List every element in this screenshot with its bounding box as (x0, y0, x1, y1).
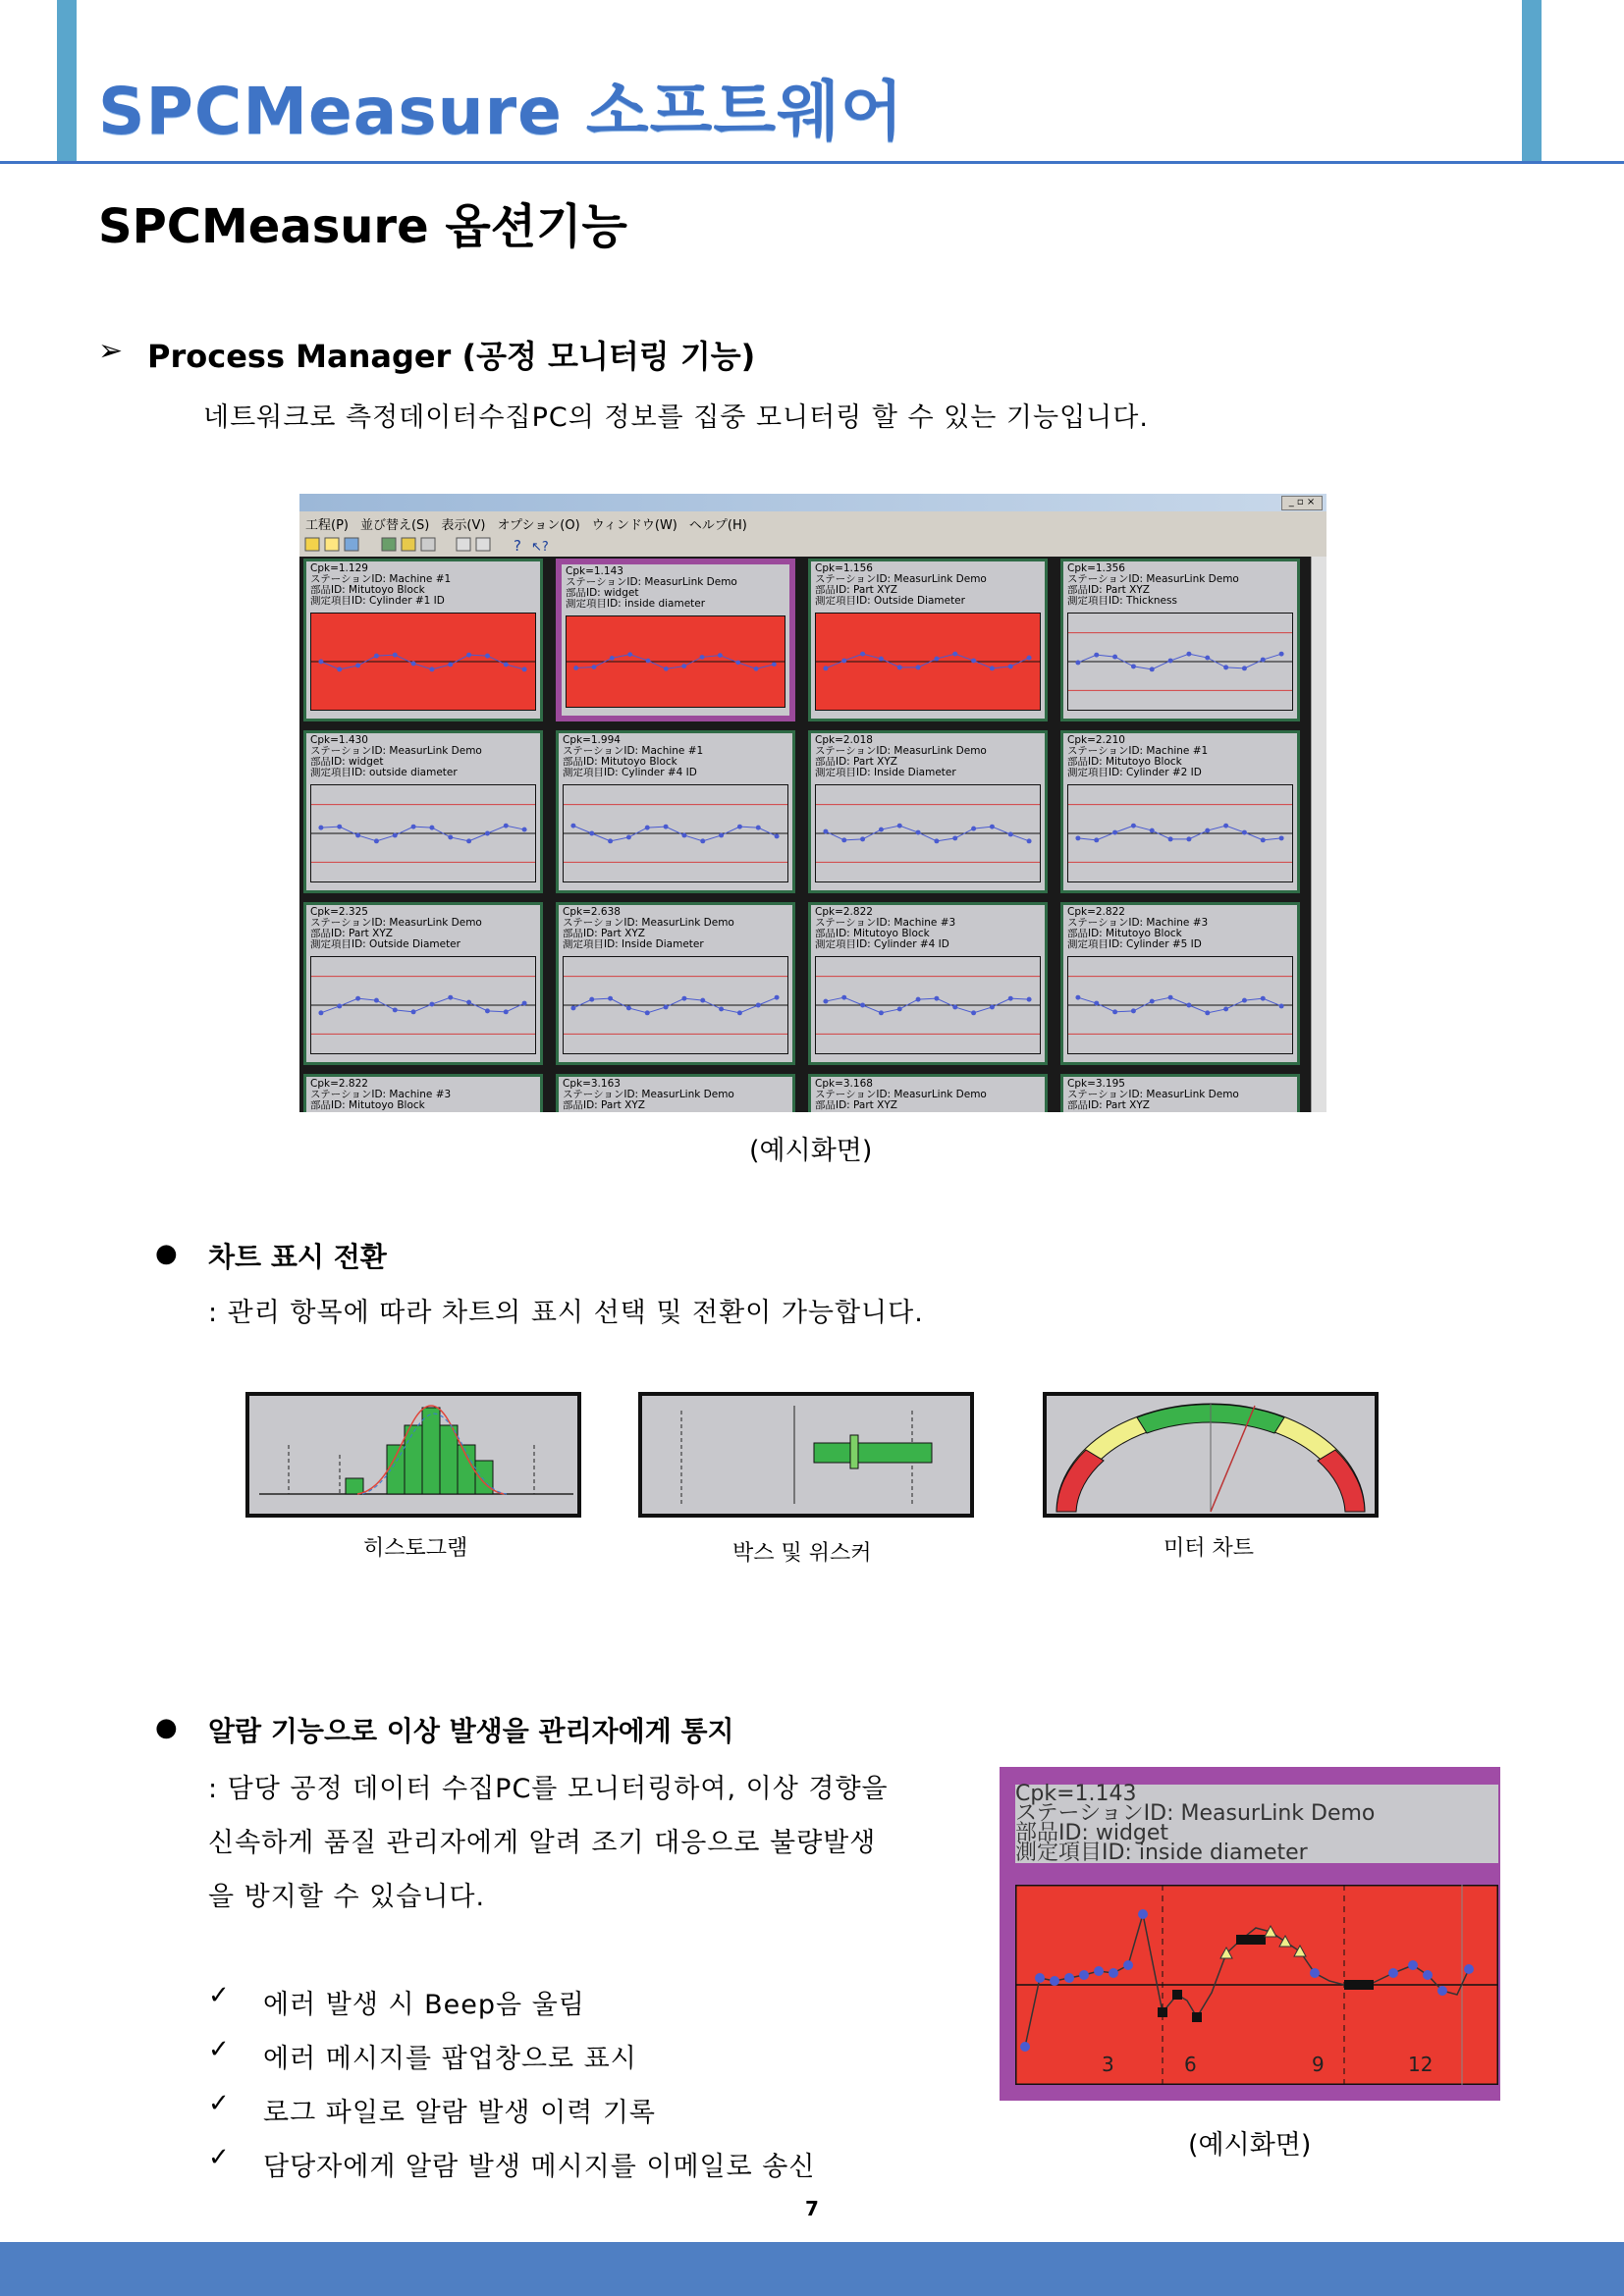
monitor-panel[interactable] (556, 1074, 795, 1112)
panel-plot (1067, 613, 1293, 711)
panel-item: 測定項目ID: inside diameter (566, 599, 706, 610)
panel-plot (815, 613, 1041, 711)
panel-plot (563, 784, 788, 882)
panel-part: 部品ID: Part XYZ (1067, 1100, 1150, 1111)
check-icon: ✓ (208, 2143, 230, 2172)
chart-switch-description: : 관리 항목에 따라 차트의 표시 선택 및 전환이 가능합니다. (208, 1298, 924, 1328)
panel-trend-line (564, 785, 787, 881)
menu-item[interactable]: 並び替え(S) (359, 518, 430, 533)
panel-cpk: Cpk=2.210 (1067, 735, 1125, 746)
monitor-panel[interactable] (556, 559, 795, 721)
panel-part: 部品ID: Mitutoyo Block (563, 757, 677, 768)
menu-item[interactable]: オプション(O) (497, 518, 580, 533)
panel-plot (310, 784, 536, 882)
check-icon: ✓ (208, 1981, 230, 2010)
panel-station: ステーションID: Machine #1 (563, 746, 704, 757)
panel-item: 測定項目ID: Cylinder #2 ID (1067, 768, 1202, 778)
monitor-panel[interactable] (556, 902, 795, 1065)
panel-part: 部品ID: Part XYZ (563, 929, 645, 939)
alarm-description-line: : 담당 공정 데이터 수집PC를 모니터링하여, 이상 경향을 (208, 1774, 889, 1804)
monitor-panel[interactable] (1060, 1074, 1300, 1112)
alarm-panel-cpk: Cpk=1.143 (1015, 1782, 1137, 1806)
monitor-panel[interactable] (808, 730, 1048, 893)
panel-cpk: Cpk=1.994 (563, 735, 621, 746)
panel-part: 部品ID: Part XYZ (815, 757, 897, 768)
monitor-panel[interactable] (303, 1074, 543, 1112)
histogram-caption: 히스토그램 (363, 1536, 468, 1561)
monitor-panel[interactable] (303, 559, 543, 721)
menu-item[interactable]: 表示(V) (441, 518, 486, 533)
header-accent-right (1522, 0, 1542, 162)
panel-cpk: Cpk=2.822 (1067, 907, 1125, 918)
vertical-scrollbar[interactable] (1311, 557, 1326, 1112)
panel-part: 部品ID: Part XYZ (563, 1100, 645, 1111)
footer-bar (0, 2242, 1624, 2296)
check-icon: ✓ (208, 2089, 230, 2118)
arrow-bullet-icon: ➢ (98, 334, 124, 368)
meter-chart-thumbnail (1043, 1392, 1379, 1518)
panel-item: 測定項目ID: Cylinder #1 ID (310, 596, 445, 607)
panel-part: 部品ID: widget (566, 588, 639, 599)
meter-chart-caption: 미터 차트 (1164, 1536, 1255, 1561)
panel-trend-line (1068, 957, 1292, 1053)
panel-item: 測定項目ID: Thickness (1067, 596, 1177, 607)
panel-trend-line (311, 785, 535, 881)
header-accent-left (57, 0, 77, 162)
monitor-panel[interactable] (808, 1074, 1048, 1112)
panel-cpk: Cpk=1.129 (310, 563, 368, 574)
panel-cpk: Cpk=1.143 (566, 566, 623, 577)
panel-cpk: Cpk=1.356 (1067, 563, 1125, 574)
toolbar-icons (299, 533, 555, 557)
panel-station: ステーションID: MeasurLink Demo (815, 574, 987, 585)
panel-cpk: Cpk=2.325 (310, 907, 368, 918)
menu-item[interactable]: ヘルプ(H) (688, 518, 747, 533)
panel-part: 部品ID: Part XYZ (310, 929, 393, 939)
histogram-graphic (249, 1396, 577, 1514)
menu-item[interactable]: ウィンドウ(W) (591, 518, 677, 533)
monitor-panel[interactable] (303, 902, 543, 1065)
box-whisker-graphic (642, 1396, 970, 1514)
panel-station: ステーションID: MeasurLink Demo (310, 746, 482, 757)
window-menubar (299, 511, 1326, 533)
document-title: SPCMeasure 소프트웨어 (98, 74, 904, 149)
panel-item: 測定項目ID: Cylinder #5 ID (1067, 939, 1202, 950)
panel-item: 測定項目ID: Outside Diameter (310, 939, 460, 950)
alarm-panel-tick: 9 (1312, 2053, 1325, 2076)
panel-station: ステーションID: MeasurLink Demo (815, 746, 987, 757)
panel-trend-line (311, 614, 535, 710)
panel-trend-line (816, 614, 1040, 710)
panel-cpk: Cpk=2.822 (310, 1079, 368, 1090)
histogram-thumbnail (245, 1392, 581, 1518)
panel-part: 部品ID: widget (310, 757, 384, 768)
alarm-title: 알람 기능으로 이상 발생을 관리자에게 통지 (208, 1715, 734, 1747)
monitor-panel[interactable] (303, 730, 543, 893)
window-titlebar (299, 494, 1326, 511)
alarm-panel-chart (1015, 1885, 1498, 2085)
panel-trend-line (816, 785, 1040, 881)
panel-plot (310, 956, 536, 1054)
panel-item: 測定項目ID: outside diameter (310, 768, 458, 778)
window-toolbar (299, 533, 1326, 558)
monitor-panel[interactable] (808, 902, 1048, 1065)
panel-part: 部品ID: Part XYZ (815, 1100, 897, 1111)
header-divider (0, 161, 1624, 164)
panel-cpk: Cpk=2.822 (815, 907, 873, 918)
panel-plot (1067, 784, 1293, 882)
screenshot-caption: (예시화면) (749, 1136, 873, 1166)
panel-cpk: Cpk=2.018 (815, 735, 873, 746)
page-number: 7 (805, 2197, 819, 2220)
panel-item: 測定項目ID: Inside Diameter (815, 768, 956, 778)
panel-plot (563, 956, 788, 1054)
menu-item[interactable]: 工程(P) (305, 518, 349, 533)
process-manager-description: 네트워크로 측정데이터수집PC의 정보를 집중 모니터링 할 수 있는 기능입니다. (203, 402, 1149, 433)
panel-cpk: Cpk=3.168 (815, 1079, 873, 1090)
section-title: SPCMeasure 옵션기능 (98, 199, 627, 254)
panel-item: 測定項目ID: Cylinder #4 ID (563, 768, 697, 778)
panel-trend-line (567, 616, 785, 707)
meter-chart-graphic (1047, 1396, 1375, 1514)
panel-part: 部品ID: Mitutoyo Block (815, 929, 930, 939)
panel-cpk: Cpk=3.163 (563, 1079, 621, 1090)
alarm-feature-item: 에러 메시지를 팝업창으로 표시 (263, 2044, 637, 2074)
process-manager-screenshot (299, 494, 1326, 1112)
alarm-feature-item: 에러 발생 시 Beep음 울림 (263, 1990, 585, 2020)
alarm-panel-tick: 6 (1184, 2053, 1197, 2076)
panel-station: ステーションID: MeasurLink Demo (563, 918, 734, 929)
check-icon: ✓ (208, 2035, 230, 2064)
panel-plot (1067, 956, 1293, 1054)
process-manager-title: Process Manager (공정 모니터링 기능) (147, 338, 756, 375)
monitor-panel[interactable] (808, 559, 1048, 721)
panel-trend-line (816, 957, 1040, 1053)
window-controls-icon: _ ▫ × (1281, 496, 1323, 510)
panel-station: ステーションID: Machine #1 (310, 574, 452, 585)
panel-station: ステーションID: Machine #3 (1067, 918, 1209, 929)
panel-cpk: Cpk=3.195 (1067, 1079, 1125, 1090)
chart-switch-title: 차트 표시 전환 (208, 1241, 387, 1273)
alarm-screenshot-caption: (예시화면) (1188, 2130, 1312, 2161)
monitor-panel[interactable] (1060, 902, 1300, 1065)
alarm-panel-zoom (1000, 1767, 1500, 2101)
monitor-panel[interactable] (556, 730, 795, 893)
bullet-icon: ● (155, 1239, 178, 1268)
alarm-panel-station: ステーションID: MeasurLink Demo (1015, 1801, 1376, 1826)
monitor-panel[interactable] (1060, 559, 1300, 721)
panel-plot (566, 615, 785, 708)
panel-item: 測定項目ID: Inside Diameter (563, 939, 704, 950)
monitor-panel[interactable] (1060, 730, 1300, 893)
panel-cpk: Cpk=2.638 (563, 907, 621, 918)
panel-trend-line (564, 957, 787, 1053)
panel-plot (815, 956, 1041, 1054)
panel-part: 部品ID: Mitutoyo Block (1067, 929, 1182, 939)
alarm-panel-part: 部品ID: widget (1015, 1821, 1169, 1845)
panel-plot (310, 613, 536, 711)
alarm-description-line: 신속하게 품질 관리자에게 알려 조기 대응으로 불량발생 (208, 1828, 877, 1858)
panel-trend-line (1068, 785, 1292, 881)
panel-trend-line (311, 957, 535, 1053)
alarm-panel-tick: 12 (1408, 2053, 1434, 2076)
panel-station: ステーションID: MeasurLink Demo (563, 1090, 734, 1100)
alarm-panel-tick: 3 (1102, 2053, 1114, 2076)
bullet-icon: ● (155, 1713, 178, 1742)
svg-text:↖?: ↖? (531, 540, 549, 555)
panel-station: ステーションID: MeasurLink Demo (566, 577, 737, 588)
alarm-panel-item: 測定項目ID: inside diameter (1015, 1841, 1308, 1865)
panel-grid (299, 557, 1311, 1112)
panel-station: ステーションID: MeasurLink Demo (815, 1090, 987, 1100)
alarm-panel-header (1015, 1782, 1498, 1865)
panel-item: 測定項目ID: Outside Diameter (815, 596, 965, 607)
alarm-description-line: 을 방지할 수 있습니다. (208, 1882, 486, 1912)
panel-part: 部品ID: Mitutoyo Block (1067, 757, 1182, 768)
box-whisker-caption: 박스 및 위스커 (732, 1541, 872, 1566)
box-whisker-thumbnail (638, 1392, 974, 1518)
alarm-feature-item: 담당자에게 알람 발생 메시지를 이메일로 송신 (263, 2152, 816, 2182)
panel-station: ステーションID: MeasurLink Demo (1067, 574, 1239, 585)
panel-station: ステーションID: MeasurLink Demo (1067, 1090, 1239, 1100)
panel-part: 部品ID: Part XYZ (1067, 585, 1150, 596)
panel-part: 部品ID: Mitutoyo Block (310, 1100, 425, 1111)
panel-station: ステーションID: Machine #3 (310, 1090, 452, 1100)
panel-station: ステーションID: Machine #3 (815, 918, 956, 929)
panel-plot (815, 784, 1041, 882)
panel-part: 部品ID: Part XYZ (815, 585, 897, 596)
panel-cpk: Cpk=1.156 (815, 563, 873, 574)
panel-item: 測定項目ID: Cylinder #4 ID (815, 939, 949, 950)
alarm-feature-item: 로그 파일로 알람 발생 이력 기록 (263, 2098, 656, 2128)
panel-trend-line (1068, 614, 1292, 710)
svg-text:?: ? (514, 537, 521, 555)
panel-station: ステーションID: Machine #1 (1067, 746, 1209, 757)
panel-cpk: Cpk=1.430 (310, 735, 368, 746)
panel-station: ステーションID: MeasurLink Demo (310, 918, 482, 929)
panel-part: 部品ID: Mitutoyo Block (310, 585, 425, 596)
